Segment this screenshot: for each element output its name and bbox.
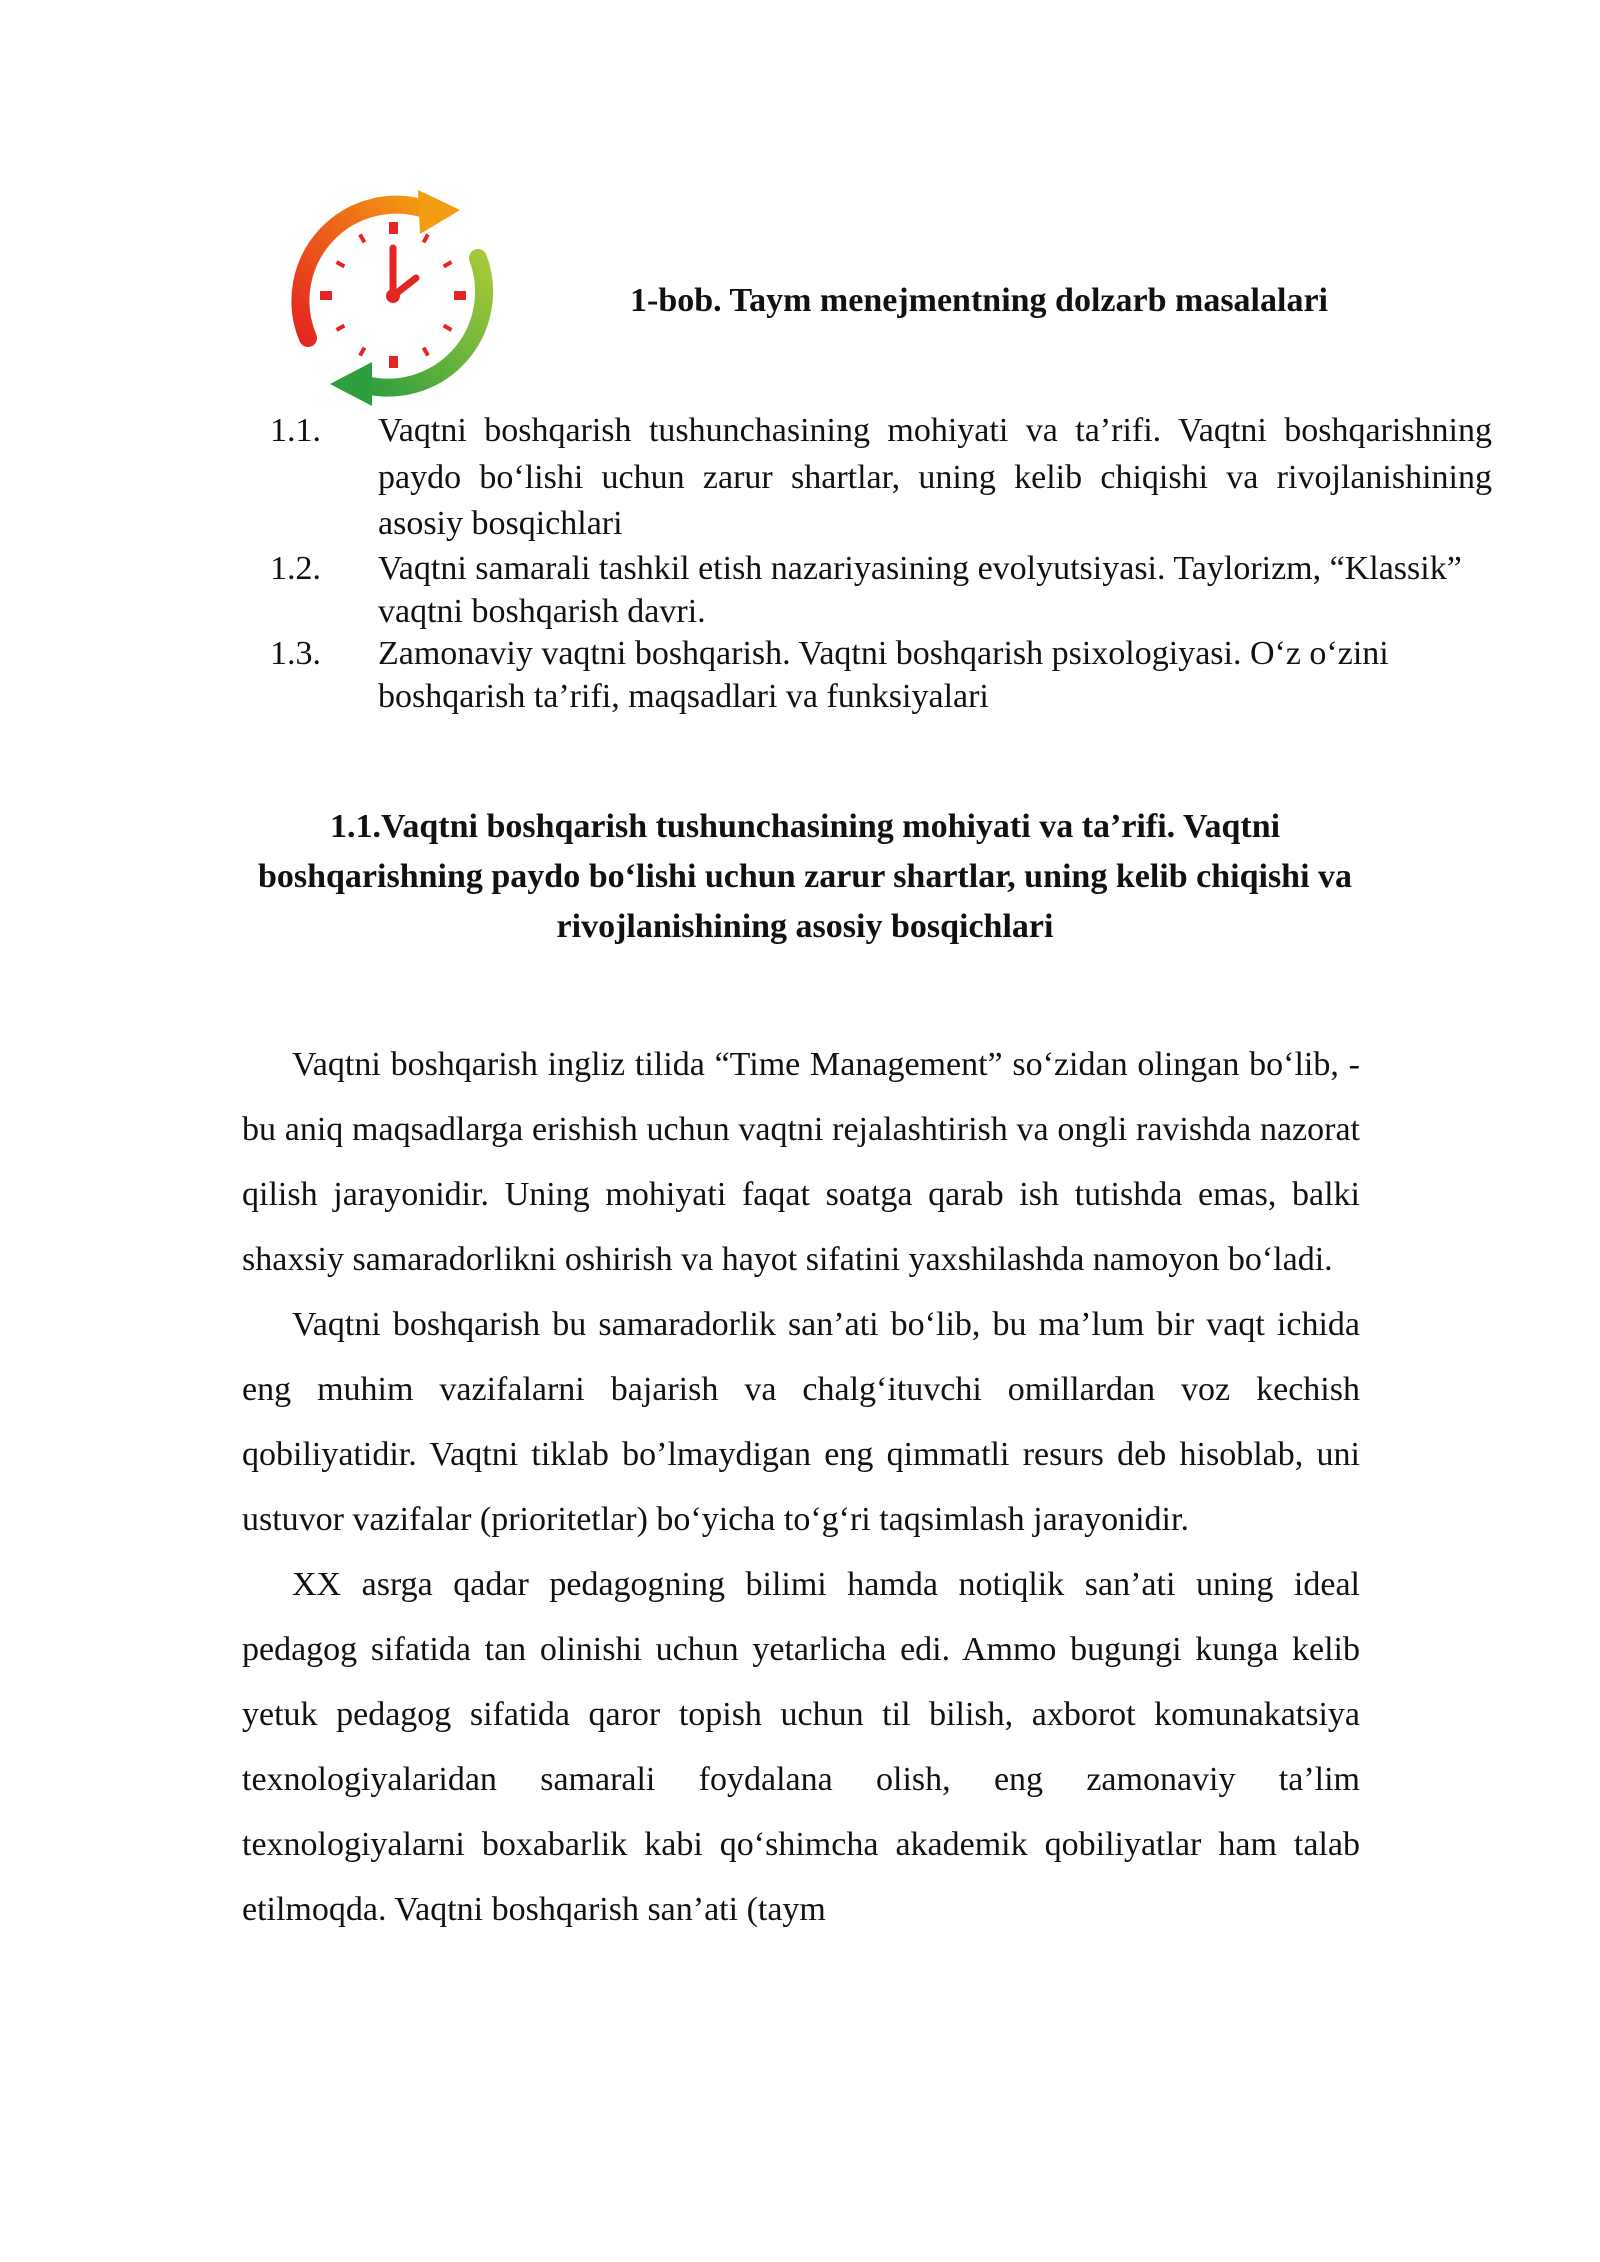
body-paragraph: Vaqtni boshqarish bu samaradorlik san’ati bo‘lib, bu ma’lum bir vaqt ichida eng muhim vazifalarni bajarish va chalg‘ituvchi omillardan voz kechish qobiliyatidir. Vaqtni tiklab bo’lmaydigan eng qimmatli resurs deb hisoblab, uni ustuvor vazifalar (prioritetlar) bo‘yicha to‘g‘ri taqsimlash jarayonidir. <box>242 1306 1360 1538</box>
section-heading: 1.1.Vaqtni boshqarish tushunchasining mohiyati va ta’rifi. Vaqtni boshqarishning paydo bo‘lishi uchun zarur shartlar, uning kelib chiqishi va rivojlanishining asosiy bosqichlari <box>257 808 1353 945</box>
toc-item-number: 1.2. <box>270 549 321 587</box>
body-paragraph: Vaqtni boshqarish ingliz tilida “Time Management” so‘zidan olingan bo‘lib, - bu aniq maqsadlarga erishish uchun vaqtni rejalashtirish va ongli ravishda nazorat qilish jarayonidir. Uning mohiyati faqat soatga qarab ish tutishda emas, balki shaxsiy samaradorlikni oshirish va hayot sifatini yaxshilashda namoyon bo‘ladi. <box>242 1046 1360 1278</box>
toc-item <box>270 408 1492 548</box>
toc-item-text: Vaqtni boshqarish tushunchasining mohiyati va ta’rifi. Vaqtni boshqarishning paydo bo‘lishi uchun zarur shartlar, uning kelib chiqishi va rivojlanishining asosiy bosqichlari <box>378 412 1492 543</box>
toc-item <box>270 548 1492 634</box>
clock-arrows-icon <box>278 188 508 410</box>
toc-item-number: 1.1. <box>270 412 321 449</box>
body-paragraph: XX asrga qadar pedagogning bilimi hamda notiqlik san’ati uning ideal pedagog sifatida tan olinishi uchun yetarlicha edi. Ammo bugungi kunga kelib yetuk pedagog sifatida qaror topish uchun til bilish, axborot komunakatsiya texnologiyalaridan samarali foydalana olish, eng zamonaviy ta’lim texnologiyalarni boxabarlik kabi qo‘shimcha akademik qobiliyatlar ham talab etilmoqda. Vaqtni boshqarish san’ati (taym <box>242 1566 1360 1928</box>
toc-item-number: 1.3. <box>270 635 321 673</box>
toc-item <box>270 633 1492 719</box>
chapter-title: 1-bob. Taym menejmentning dolzarb masalalari <box>630 282 1328 319</box>
table-of-contents <box>270 408 1492 719</box>
body-text <box>242 1032 1360 1942</box>
toc-item-text: Vaqtni samarali tashkil etish nazariyasining evolyutsiyasi. Taylorizm, “Klassik” vaqtni boshqarish davri. <box>378 549 1462 630</box>
toc-item-text: Zamonaviy vaqtni boshqarish. Vaqtni boshqarish psixologiyasi. O‘z o‘zini boshqarish ta’rifi, maqsadlari va funksiyalari <box>378 635 1389 716</box>
